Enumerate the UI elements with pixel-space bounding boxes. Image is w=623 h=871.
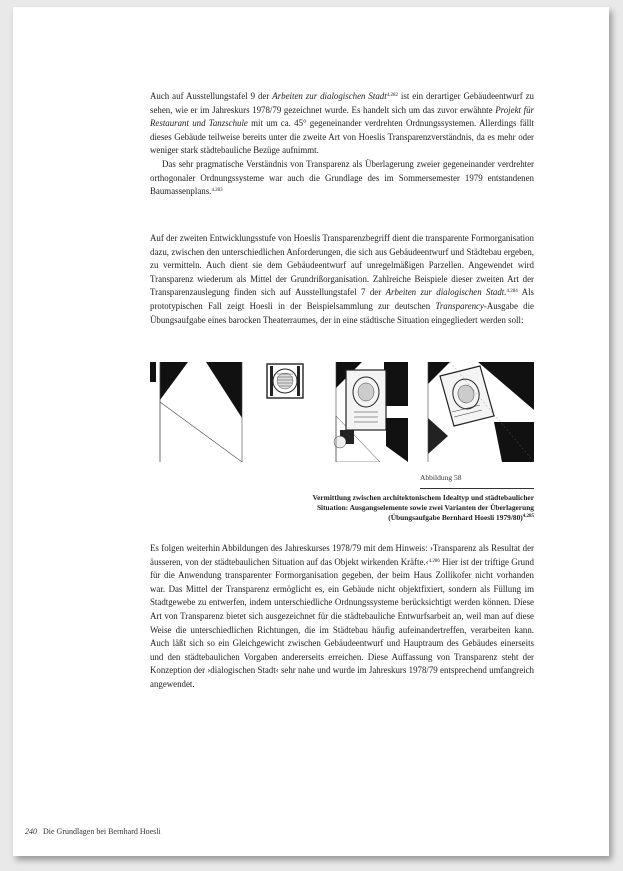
p4-text-1: Es folgen weiterhin Abbildungen des Jahreskurses 1978/79 mit dem Hinweis: ›Transparenz als Resultat der äusseren, von der städtebaulichen Situation auf das Objekt wirkenden Kräfte.‹ xyxy=(150,543,534,567)
p1-text-3: mit um ca. 45° gegeneinander verdrehten Ordnungssystemen. Allerdings fällt dieses Gebäude teilweise bereits unter die zweite Art von Hoeslis Transparenzverständnis, da es mehr oder weniger stark städtebauliche Bezüge aufnimmt. xyxy=(150,118,534,156)
overlay-variant-1-drawing xyxy=(334,362,408,462)
footnote-ref: 4.282 xyxy=(386,93,398,98)
figure-label: Abbildung 58 xyxy=(420,473,462,482)
text-block-top xyxy=(150,90,534,199)
p2-text-1: Das sehr pragmatische Verständnis von Transparenz als Überlagerung zweier gegeneinander verdrehter orthogonaler Ordnungssysteme war auch die Grundlage des im Sommersemester 1979 entstandenen Baumassenplans. xyxy=(150,158,534,197)
footnote-ref: 4.283 xyxy=(211,188,223,194)
figure-caption xyxy=(290,493,534,523)
p1-text-2: ist ein derartiger Gebäudeentwurf zu sehen, wie er im Jahreskurs 1978/79 gezeichnet wurde. Es handelt sich um das zuvor erwähnte xyxy=(150,91,534,115)
figure-divider xyxy=(420,488,534,489)
page-number: 240 xyxy=(25,827,37,836)
caption-text: Vermittlung zwischen architektonischem Idealtyp und städtebaulicher Situation: Ausgangselemente sowie zwei Varianten der Überlagerung (Übungsaufgabe Bernhard Hoesli 1979/80) xyxy=(312,493,534,522)
overlay-variant-2-drawing xyxy=(428,362,534,462)
p4-text-2: Hier ist der triftige Grund für die Anwendung transparenter Formorganisation gegeben, der beim Haus Zollikofer nicht vorhanden war. Das Mittel der Transparenz ermöglicht es, ein Gebäude nicht objektfixiert, sondern als Füllung im Stadtgewebe zu entwerfen, indem unterschiedliche Ordnungssysteme berücksichtigt werden können. Diese Art von Transparenz bietet sich ausgezeichnet für die städtebauliche Entwurfsarbeit an, weil man auf diese Weise die unterschiedlichen Richtungen, die im Städtebau häufig aufeinandertreffen, verarbeiten kann. Auch läßt sich so ein Gleichgewicht zwischen Gebäudeentwurf und Hauptraum des Gebäudes einerseits und den städtebaulichen Vorgaben andererseits erreichen. Diese Auffassung von Transparenz steht der Konzeption der ›dialogischen Stadt‹ sehr nahe und wurde im Jahreskurs 1978/79 entsprechend umfangreich angewendet. xyxy=(150,556,534,689)
p3-text-1: Auf der zweiten Entwicklungsstufe von Hoeslis Transparenzbegriff dient die transparente Formorganisation dazu, zwischen den unterschiedlichen Anforderungen, die sich aus Gebäudeentwurf und Städtebau ergeben, zu vermitteln. Auch dient sie dem Gebäudeentwurf auf unregelmäßigen Parzellen. Angewendet wird Transparenz wiederum als Mittel der Grundrißorganisation. Zahlreiche Beispiele dieser zweiten Art der Transparenzauslegung finden sich auf Ausstellungstafel 7 der xyxy=(150,233,534,298)
p3-text-3: -Ausgabe die Übungsaufgabe eines barocken Theaterraumes, der in eine städtische Situation eingegliedert werden soll: xyxy=(150,300,534,325)
p1-title-projekt: Projekt für Restaurant und Tanzschule xyxy=(150,104,534,129)
p1-title-arbeiten: Arbeiten zur dialogischen Stadt xyxy=(272,91,387,101)
footnote-ref: 4.284 xyxy=(506,289,518,295)
theatre-plan-drawing xyxy=(267,364,303,398)
p3-title-arbeiten: Arbeiten zur dialogischen Stadt. xyxy=(385,287,507,298)
paragraph-4 xyxy=(150,542,534,692)
site-plan-drawing xyxy=(150,362,250,462)
p1-text-1: Auch auf Ausstellungstafel 9 der xyxy=(150,91,273,101)
text-block-middle xyxy=(150,232,534,327)
paragraph-1 xyxy=(150,90,534,158)
footnote-ref: 4.286 xyxy=(428,558,440,564)
paragraph-3 xyxy=(150,232,534,327)
p3-title-transparency: Transparency xyxy=(435,300,484,311)
figure-floor-plans xyxy=(150,362,534,462)
paragraph-2 xyxy=(150,158,534,199)
page-footer xyxy=(25,827,161,836)
text-block-bottom xyxy=(150,542,534,692)
running-title: Die Grundlagen bei Bernhard Hoesli xyxy=(43,827,161,836)
p3-text-2: Als prototypischen Fall zeigt Hoesli in der Beispielsammlung zur deutschen xyxy=(150,287,534,311)
footnote-ref: 4.285 xyxy=(522,514,534,519)
